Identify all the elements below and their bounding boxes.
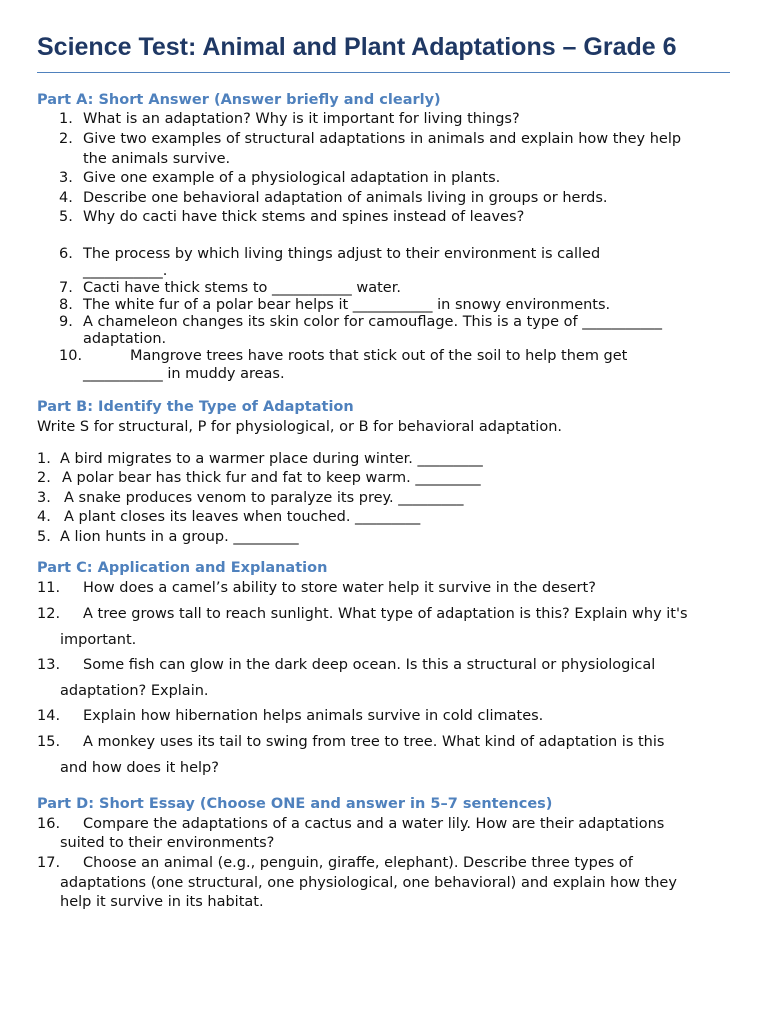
question-text: Give one example of a physiological adaptation in plants. bbox=[83, 170, 501, 186]
question-text: adaptation? Explain. bbox=[60, 683, 209, 699]
question-number: 5. bbox=[59, 209, 73, 225]
question-text: Cacti have thick stems to ___________ water. bbox=[83, 280, 401, 296]
question-number: 14. bbox=[37, 708, 61, 724]
question-number: 15. bbox=[37, 734, 61, 750]
question-text: A tree grows tall to reach sunlight. What type of adaptation is this? Explain why it's bbox=[83, 606, 688, 622]
question-number: 3. bbox=[59, 170, 73, 186]
question-text: Explain how hibernation helps animals survive in cold climates. bbox=[83, 708, 544, 724]
part-c-heading: Part C: Application and Explanation bbox=[37, 560, 328, 576]
question-text: Why do cacti have thick stems and spines instead of leaves? bbox=[83, 209, 525, 225]
question-text: A plant closes its leaves when touched. _________ bbox=[64, 509, 421, 525]
question-text: ___________. bbox=[83, 263, 168, 279]
question-text: A bird migrates to a warmer place during winter. _________ bbox=[60, 451, 483, 467]
question-text: Mangrove trees have roots that stick out of the soil to help them get bbox=[130, 348, 628, 364]
title-divider bbox=[37, 72, 730, 73]
question-number: 9. bbox=[59, 314, 73, 330]
question-text: and how does it help? bbox=[60, 760, 219, 776]
question-number: 10. bbox=[59, 348, 83, 364]
question-number: 11. bbox=[37, 580, 61, 596]
question-number: 8. bbox=[59, 297, 73, 313]
question-text: A monkey uses its tail to swing from tree to tree. What kind of adaptation is this bbox=[83, 734, 665, 750]
question-number: 12. bbox=[37, 606, 61, 622]
question-number: 17. bbox=[37, 855, 61, 871]
question-number: 2. bbox=[59, 131, 73, 147]
question-text: help it survive in its habitat. bbox=[60, 894, 264, 910]
question-text: adaptations (one structural, one physiological, one behavioral) and explain how they bbox=[60, 875, 677, 891]
question-text: A lion hunts in a group. _________ bbox=[60, 529, 299, 545]
question-text: A polar bear has thick fur and fat to keep warm. _________ bbox=[62, 470, 481, 486]
question-number: 3. bbox=[37, 490, 51, 506]
question-text: How does a camel’s ability to store water help it survive in the desert? bbox=[83, 580, 596, 596]
question-text: important. bbox=[60, 632, 137, 648]
question-number: 6. bbox=[59, 246, 73, 262]
question-text: suited to their environments? bbox=[60, 835, 275, 851]
question-number: 5. bbox=[37, 529, 51, 545]
part-d-heading: Part D: Short Essay (Choose ONE and answer in 5–7 sentences) bbox=[37, 796, 553, 812]
question-text: A chameleon changes its skin color for camouflage. This is a type of ___________ bbox=[83, 314, 662, 330]
question-text: the animals survive. bbox=[83, 151, 231, 167]
question-text: What is an adaptation? Why is it important for living things? bbox=[83, 111, 520, 127]
question-number: 1. bbox=[59, 111, 73, 127]
page-title: Science Test: Animal and Plant Adaptations – Grade 6 bbox=[37, 33, 677, 61]
question-number: 4. bbox=[37, 509, 51, 525]
question-text: ___________ in muddy areas. bbox=[83, 366, 285, 382]
question-text: The white fur of a polar bear helps it ___________ in snowy environments. bbox=[83, 297, 611, 313]
question-number: 13. bbox=[37, 657, 61, 673]
part-b-instruction: Write S for structural, P for physiological, or B for behavioral adaptation. bbox=[37, 419, 562, 435]
question-text: Compare the adaptations of a cactus and a water lily. How are their adaptations bbox=[83, 816, 665, 832]
question-number: 4. bbox=[59, 190, 73, 206]
question-text: A snake produces venom to paralyze its prey. _________ bbox=[64, 490, 464, 506]
question-number: 1. bbox=[37, 451, 51, 467]
question-number: 2. bbox=[37, 470, 51, 486]
part-b-heading: Part B: Identify the Type of Adaptation bbox=[37, 399, 354, 415]
question-number: 7. bbox=[59, 280, 73, 296]
question-text: Choose an animal (e.g., penguin, giraffe, elephant). Describe three types of bbox=[83, 855, 633, 871]
question-text: Describe one behavioral adaptation of animals living in groups or herds. bbox=[83, 190, 608, 206]
question-text: Some fish can glow in the dark deep ocean. Is this a structural or physiological bbox=[83, 657, 656, 673]
question-text: The process by which living things adjust to their environment is called bbox=[83, 246, 601, 262]
part-a-heading: Part A: Short Answer (Answer briefly and clearly) bbox=[37, 92, 441, 108]
question-text: adaptation. bbox=[83, 331, 167, 347]
question-text: Give two examples of structural adaptations in animals and explain how they help bbox=[83, 131, 682, 147]
question-number: 16. bbox=[37, 816, 61, 832]
